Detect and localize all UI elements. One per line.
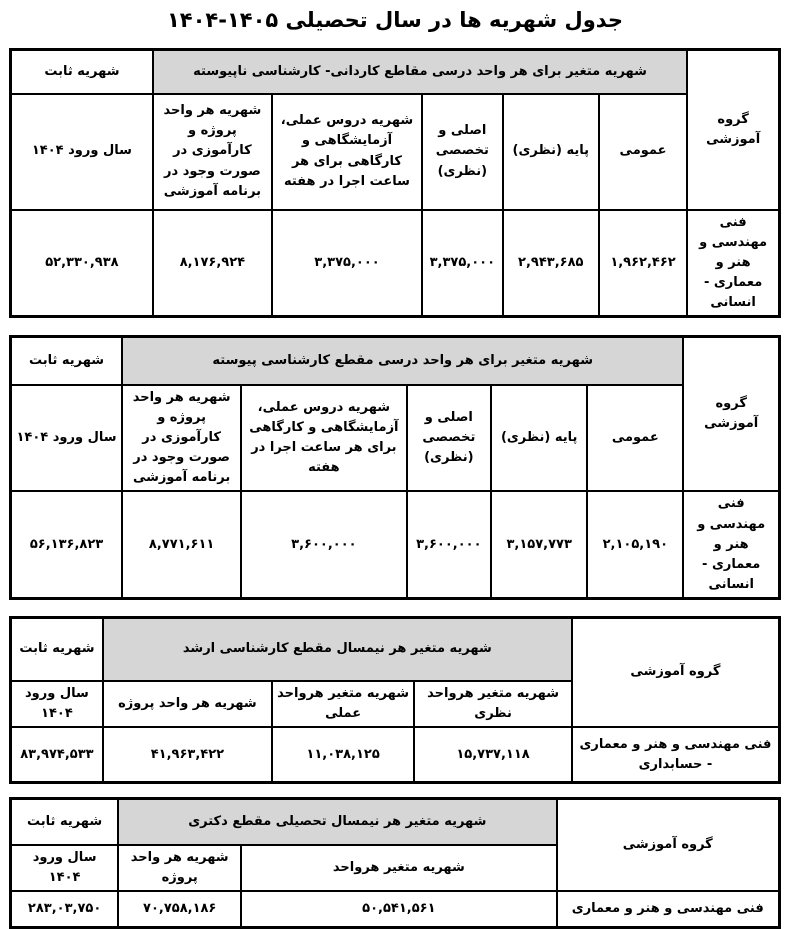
fixed-tuition-header: شهریه ثابت xyxy=(11,50,153,94)
group-header-cell: گروه آموزشی xyxy=(572,618,780,727)
column-header-project-unit: شهریه هر واحد پروژه xyxy=(103,681,272,727)
value-project: ۸,۱۷۶,۹۲۴ xyxy=(153,210,272,317)
column-header-project: شهریه هر واحد پروژه و کارآموزی در صورت وجود در برنامه آموزشی xyxy=(153,94,272,210)
column-header-per-unit: شهریه متغیر هرواحد xyxy=(241,845,556,891)
value-theory-unit: ۱۵,۷۳۷,۱۱۸ xyxy=(414,727,572,783)
value-general: ۲,۱۰۵,۱۹۰ xyxy=(587,491,683,598)
tuition-table-karshenasi-peyvaste xyxy=(9,335,781,600)
column-header-practical: شهریه دروس عملی، آزمایشگاهی و کارگاهی برای هر ساعت اجرا در هفته xyxy=(272,94,422,210)
variable-tuition-header: شهریه متغیر هر نیمسال تحصیلی مقطع دکتری xyxy=(118,799,556,845)
column-header-project-unit: شهریه هر واحد پروژه xyxy=(118,845,241,891)
entry-year-subheader: سال ورود ۱۴۰۴ xyxy=(11,681,103,727)
value-general: ۱,۹۶۲,۴۶۲ xyxy=(599,210,687,317)
column-header-main-specialized: اصلی و تخصصی (نظری) xyxy=(407,385,492,492)
value-fixed-tuition: ۸۳,۹۷۴,۵۳۳ xyxy=(11,727,103,783)
fixed-tuition-header: شهریه ثابت xyxy=(11,618,103,681)
column-header-general: عمومی xyxy=(599,94,687,210)
fixed-tuition-header: شهریه ثابت xyxy=(11,337,123,385)
column-header-theory-unit: شهریه متغیر هرواحد نظری xyxy=(414,681,572,727)
column-header-project: شهریه هر واحد پروژه و کارآموزی در صورت وجود در برنامه آموزشی xyxy=(122,385,241,492)
variable-tuition-header: شهریه متغیر برای هر واحد درسی مقطع کارشناسی پیوسته xyxy=(122,337,683,385)
fixed-tuition-header: شهریه ثابت xyxy=(11,799,119,845)
value-main-specialized: ۳,۶۰۰,۰۰۰ xyxy=(407,491,492,598)
value-per-unit: ۵۰,۵۴۱,۵۶۱ xyxy=(241,891,556,927)
value-practical: ۳,۶۰۰,۰۰۰ xyxy=(241,491,406,598)
value-main-specialized: ۳,۳۷۵,۰۰۰ xyxy=(422,210,503,317)
tuition-table-arshad xyxy=(9,616,781,784)
variable-tuition-header: شهریه متغیر برای هر واحد درسی مقاطع کاردانی- کارشناسی ناپیوسته xyxy=(153,50,687,94)
group-name-cell: فنی مهندسی و هنر و معماری - انسانی xyxy=(683,491,779,598)
entry-year-subheader: سال ورود ۱۴۰۴ xyxy=(11,94,153,210)
group-header-cell: گروه آموزشی xyxy=(683,337,779,492)
value-project-unit: ۴۱,۹۶۳,۴۲۲ xyxy=(103,727,272,783)
tuition-table-kardani-napeyvaste xyxy=(9,48,781,318)
column-header-basic-theory: پایه (نظری) xyxy=(503,94,599,210)
value-fixed-tuition: ۵۶,۱۳۶,۸۲۳ xyxy=(11,491,123,598)
entry-year-subheader: سال ورود ۱۴۰۴ xyxy=(11,385,123,492)
value-fixed-tuition: ۲۸۳,۰۳,۷۵۰ xyxy=(11,891,119,927)
value-practical: ۳,۳۷۵,۰۰۰ xyxy=(272,210,422,317)
column-header-basic-theory: پایه (نظری) xyxy=(491,385,587,492)
group-header-cell: گروه آموزشی xyxy=(687,50,779,210)
value-fixed-tuition: ۵۲,۳۳۰,۹۳۸ xyxy=(11,210,153,317)
group-name-cell: فنی مهندسی و هنر و معماری - حسابداری xyxy=(572,727,780,783)
entry-year-subheader: سال ورود ۱۴۰۴ xyxy=(11,845,119,891)
value-project: ۸,۷۷۱,۶۱۱ xyxy=(122,491,241,598)
column-header-practical: شهریه دروس عملی، آزمایشگاهی و کارگاهی برای هر ساعت اجرا در هفته xyxy=(241,385,406,492)
column-header-practical-unit: شهریه متغیر هرواحد عملی xyxy=(272,681,414,727)
column-header-general: عمومی xyxy=(587,385,683,492)
page-title: جدول شهریه ها در سال تحصیلی ۱۴۰۵-۱۴۰۴ xyxy=(166,8,624,32)
value-basic-theory: ۳,۱۵۷,۷۷۳ xyxy=(491,491,587,598)
group-name-cell: فنی مهندسی و هنر و معماری - انسانی xyxy=(687,210,779,317)
tuition-table-doctora xyxy=(9,797,781,928)
group-header-cell: گروه آموزشی xyxy=(557,799,780,891)
variable-tuition-header: شهریه متغیر هر نیمسال مقطع کارشناسی ارشد xyxy=(103,618,572,681)
value-practical-unit: ۱۱,۰۳۸,۱۲۵ xyxy=(272,727,414,783)
group-name-cell: فنی مهندسی و هنر و معماری xyxy=(557,891,780,927)
value-basic-theory: ۲,۹۴۳,۶۸۵ xyxy=(503,210,599,317)
column-header-main-specialized: اصلی و تخصصی (نظری) xyxy=(422,94,503,210)
value-project-unit: ۷۰,۷۵۸,۱۸۶ xyxy=(118,891,241,927)
